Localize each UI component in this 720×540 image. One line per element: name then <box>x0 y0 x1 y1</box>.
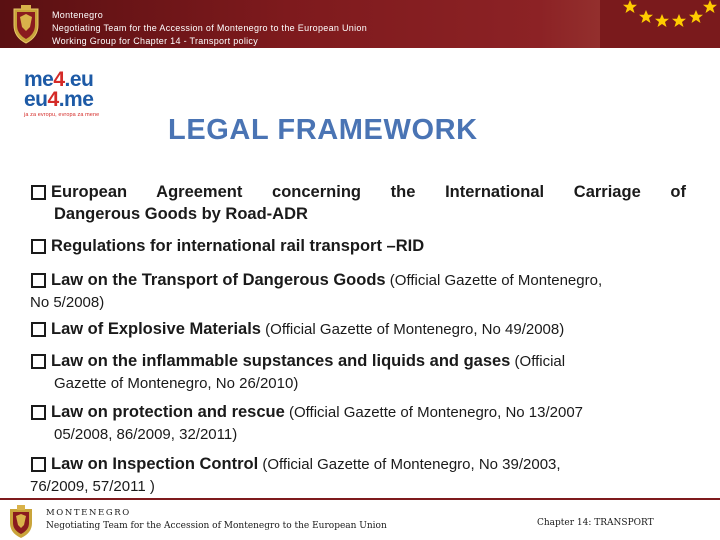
bullet-checkbox-icon <box>30 353 45 368</box>
header-team: Negotiating Team for the Accession of Montenegro to the European Union <box>52 23 368 33</box>
footer-left <box>46 507 387 533</box>
bullet-citation: (Official Gazette of Montenegro, No 49/2008) <box>261 321 565 338</box>
bullet-text: Regulations for international rail transport –RID <box>51 237 425 255</box>
bullet-checkbox-icon <box>30 321 45 336</box>
header-country: Montenegro <box>52 10 104 20</box>
bullet-text: Law on the Transport of Dangerous Goods <box>51 271 386 289</box>
footer-country: MONTENEGRO <box>46 508 131 518</box>
list-item <box>30 318 686 341</box>
montenegro-coat-of-arms-icon <box>6 3 46 45</box>
list-item <box>30 401 686 446</box>
eu-stars-icon <box>600 0 720 48</box>
list-item <box>30 181 686 225</box>
header-band <box>0 0 720 48</box>
bullet-citation: (Official <box>510 353 566 370</box>
montenegro-coat-of-arms-icon <box>4 504 38 540</box>
me4eu-logo <box>24 70 118 126</box>
logo-me: me <box>24 68 54 91</box>
bullet-citation: (Official Gazette of Montenegro, <box>385 272 603 289</box>
footer-team: Negotiating Team for the Accession of Montenegro to the European Union <box>46 521 387 531</box>
footer-chapter: Chapter 14: TRANSPORT <box>537 518 654 528</box>
bullet-text: European Agreement concerning the International Carriage of <box>51 183 686 201</box>
page-title: LEGAL FRAMEWORK <box>168 114 478 146</box>
bullet-checkbox-icon <box>30 404 45 419</box>
bullet-citation: (Official Gazette of Montenegro, No 39/2003, <box>258 456 561 473</box>
bullet-checkbox-icon <box>30 238 45 253</box>
bullet-text: Law on the inflammable supstances and liquids and gases <box>51 352 511 370</box>
bullet-text: Law on protection and rescue <box>51 403 285 421</box>
list-item <box>30 350 686 395</box>
bullet-text: Law of Explosive Materials <box>51 320 261 338</box>
list-item <box>30 453 686 498</box>
bullet-text-cont: Dangerous Goods by Road-ADR <box>54 205 308 223</box>
list-item <box>30 269 686 314</box>
header-working-group: Working Group for Chapter 14 - Transport policy <box>52 36 259 46</box>
logo-four: 4 <box>53 68 65 91</box>
logo-eu: .eu <box>64 68 94 91</box>
bullet-checkbox-icon <box>30 184 45 199</box>
bullet-checkbox-icon <box>30 456 45 471</box>
logo-eu-2: eu <box>24 88 48 111</box>
bullet-citation: (Official Gazette of Montenegro, No 13/2007 <box>284 404 584 421</box>
bullet-text-cont: 76/2009, 57/2011 ) <box>30 478 155 495</box>
footer-divider <box>0 498 720 500</box>
list-item <box>30 235 686 257</box>
bullet-text: Law on Inspection Control <box>51 455 259 473</box>
bullet-text-cont: 05/2008, 86/2009, 32/2011) <box>54 426 238 443</box>
bullet-checkbox-icon <box>30 272 45 287</box>
logo-me-2: .me <box>58 88 94 111</box>
logo-four-2: 4 <box>47 88 59 111</box>
logo-tagline: ja za evropu, evropa za mene <box>24 112 100 118</box>
bullet-text-cont: No 5/2008) <box>30 294 105 311</box>
bullet-text-cont: Gazette of Montenegro, No 26/2010) <box>54 375 299 392</box>
